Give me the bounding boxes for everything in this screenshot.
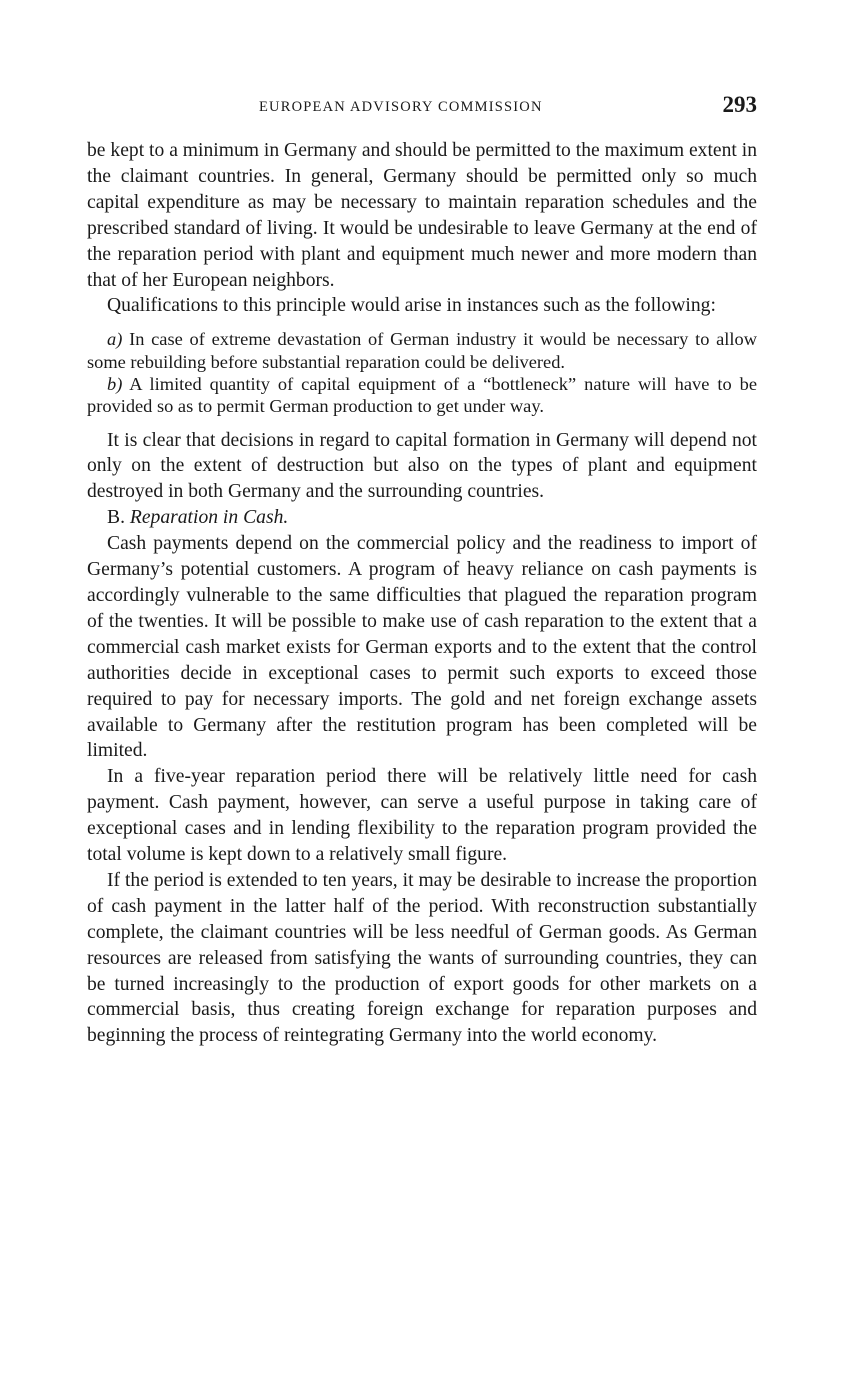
list-item-a	[87, 328, 757, 373]
paragraph-cash-payments: Cash payments depend on the commercial policy and the readiness to import of Germany’s potential customers. A program of heavy reliance on cash payments is accordingly vulnerable to the same difficulties that plagued the reparation program of the twenties. It will be possible to make use of cash reparation to the extent that a commercial cash market exists for German exports and to the extent that the control authorities decide in exceptional cases to permit such exports to exceed those required to pay for necessary imports. The gold and net foreign exchange assets available to Germany after the restitution program has been completed will be limited.	[87, 533, 757, 762]
page-number: 293	[722, 92, 757, 117]
section-title: Reparation in Cash.	[129, 507, 289, 529]
list-item-b	[87, 373, 757, 418]
section-letter: B.	[107, 507, 125, 529]
page	[87, 92, 757, 1049]
paragraph-five-year: In a five-year reparation period there will be relatively little need for cash payment. Cash payment, however, can serve a useful purpose in taking care of exceptional cases and in lending flexibility to the reparation program provided the total volume is kept down to a relatively small figure.	[87, 766, 757, 866]
list-item-a-text: In case of extreme devastation of German industry it would be necessary to allow some rebuilding before substantial reparation could be delivered.	[87, 329, 757, 372]
section-heading	[87, 505, 757, 531]
running-head: EUROPEAN ADVISORY COMMISSION	[259, 99, 543, 115]
page-header	[87, 92, 757, 124]
paragraph-ten-year: If the period is extended to ten years, it may be desirable to increase the proportion of cash payment in the latter half of the period. With reconstruction substantially complete, the claimant countries will be less needful of German goods. As German resources are released from satisfying the wants of surrounding countries, they can be turned increasingly to the production of export goods for other markets on a commercial basis, thus creating foreign exchange for reparation purposes and beginning the process of reintegrating Germany into the world economy.	[87, 869, 757, 1047]
paragraph-continuation: be kept to a minimum in Germany and should be permitted to the maximum extent in the claimant countries. In general, Germany should be permitted only so much capital expenditure as may be necessary to maintain reparation schedules and the prescribed standard of living. It would be undesirable to leave Germany at the end of the reparation period with plant and equipment much newer and more modern than that of her European neighbors.	[87, 140, 757, 291]
list-item-b-text: A limited quantity of capital equipment of a “bottleneck” nature will have to be provided so as to permit German production to get under way.	[87, 373, 757, 417]
list-marker-a: a)	[107, 329, 123, 350]
qualifications-list	[87, 328, 757, 417]
paragraph-capital-formation: It is clear that decisions in regard to capital formation in Germany will depend not only on the extent of destruction but also on the types of plant and equipment destroyed in both Germany and the surrounding countries.	[87, 429, 757, 503]
paragraph-qualifications: Qualifications to this principle would arise in instances such as the following:	[107, 295, 716, 317]
list-marker-b: b)	[107, 373, 123, 394]
